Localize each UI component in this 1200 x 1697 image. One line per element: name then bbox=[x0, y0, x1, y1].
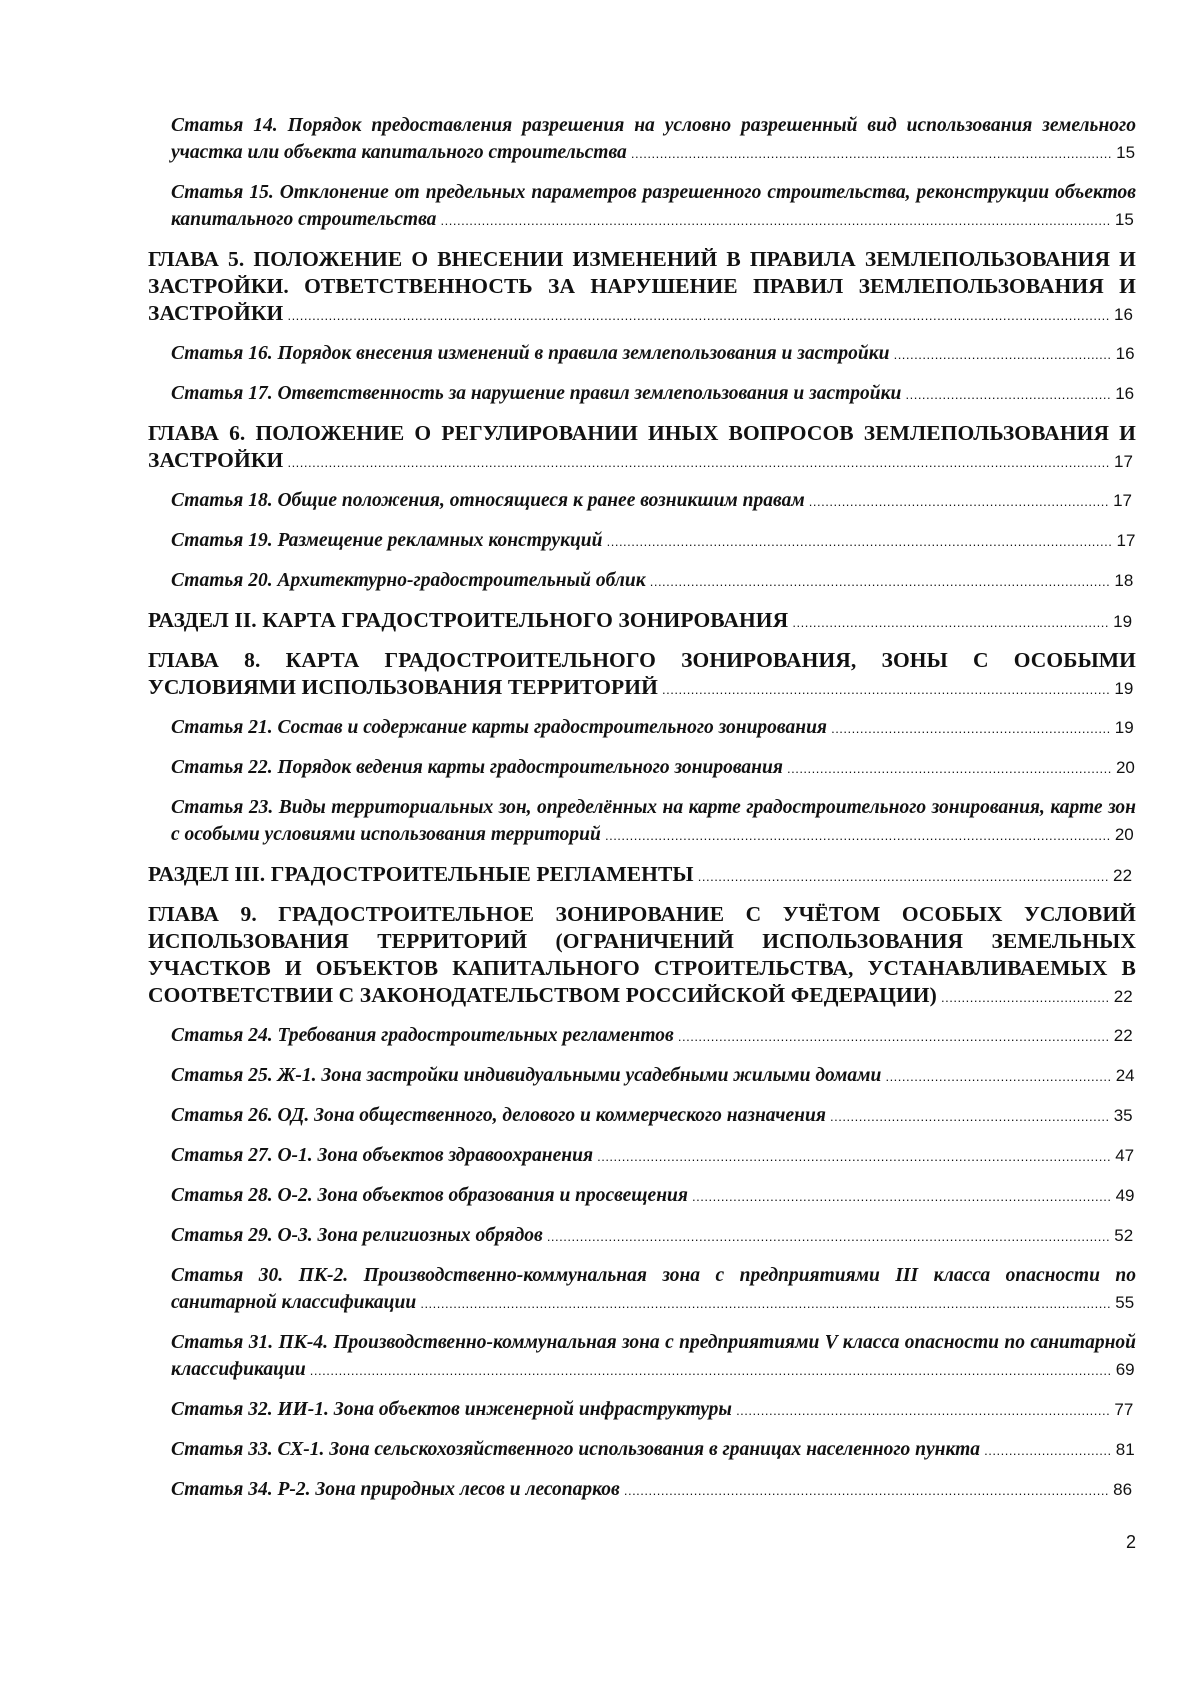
toc-leader-dots: ......................................... bbox=[936, 990, 1114, 1005]
toc-entry-title: ГЛАВА 9. ГРАДОСТРОИТЕЛЬНОЕ ЗОНИРОВАНИЕ С УЧЁТОМ ОСОБЫХ УСЛОВИЙ ИСПОЛЬЗОВАНИЯ ТЕРРИТОРИЙ (ОГРАНИЧЕНИЙ ИСПОЛЬЗОВАНИЯ ЗЕМЕЛЬНЫХ УЧАСТКОВ И ОБЪЕКТОВ КАПИТАЛЬНОГО СТРОИТЕЛЬСТВА, УСТАНАВЛИВАЕМЫХ В СООТВЕТСТВИИ С ЗАКОНОДАТЕЛЬСТВОМ РОССИЙСКОЙ ФЕДЕРАЦИИ) bbox=[148, 902, 1136, 1007]
toc-entry-title: Статья 29. О-3. Зона религиозных обрядов bbox=[171, 1225, 543, 1246]
toc-heading-entry[interactable] bbox=[148, 861, 1136, 890]
toc-entry-title: Статья 26. ОД. Зона общественного, делового и коммерческого назначения bbox=[171, 1105, 826, 1126]
toc-leader-dots: ........................................................................................................................................................................................................ bbox=[283, 308, 1114, 323]
toc-entry-title: Статья 23. Виды территориальных зон, определённых на карте градостроительного зонирования, карте зон с особыми условиями использования территорий bbox=[171, 797, 1136, 845]
toc-entry-title: Статья 34. Р-2. Зона природных лесов и лесопарков bbox=[171, 1479, 620, 1500]
toc-entry-title: РАЗДЕЛ III. ГРАДОСТРОИТЕЛЬНЫЕ РЕГЛАМЕНТЫ bbox=[148, 862, 694, 886]
toc-entry-page: 17 bbox=[1113, 491, 1132, 510]
toc-leader-dots: ......................................................................................................... bbox=[673, 1029, 1114, 1044]
toc-entry-page: 16 bbox=[1115, 384, 1135, 403]
toc-leader-dots: ............................................................................. bbox=[788, 615, 1114, 630]
toc-leader-dots: .................................................................... bbox=[826, 721, 1115, 736]
toc-entry-page: 77 bbox=[1114, 1400, 1134, 1419]
toc-article-entry[interactable] bbox=[148, 1436, 1136, 1464]
toc-article-entry[interactable] bbox=[148, 1142, 1136, 1170]
toc-entry-page: 52 bbox=[1114, 1226, 1134, 1245]
toc-entry-page: 86 bbox=[1113, 1480, 1133, 1499]
toc-leader-dots: ...................................................................................................... bbox=[687, 1189, 1116, 1204]
toc-entry-page: 16 bbox=[1115, 344, 1135, 363]
toc-leader-dots: ............................................................................................................. bbox=[657, 682, 1115, 697]
toc-entry-title: Статья 16. Порядок внесения изменений в правила землепользования и застройки bbox=[171, 343, 890, 364]
toc-entry-page: 55 bbox=[1115, 1293, 1135, 1312]
toc-leader-dots: ...................................................................................................................... bbox=[619, 1483, 1114, 1498]
toc-leader-dots: .................................................. bbox=[901, 387, 1116, 402]
toc-entry-page: 22 bbox=[1113, 866, 1133, 885]
toc-article-entry[interactable] bbox=[148, 567, 1136, 595]
toc-entry-title: Статья 18. Общие положения, относящиеся к ранее возникшим правам bbox=[171, 490, 805, 511]
toc-entry-page: 20 bbox=[1114, 825, 1134, 844]
toc-entry-page: 49 bbox=[1115, 1186, 1135, 1205]
toc-entry-page: 17 bbox=[1113, 452, 1134, 471]
toc-entry-title: Статья 21. Состав и содержание карты градостроительного зонирования bbox=[171, 717, 827, 738]
toc-entry-title: Статья 22. Порядок ведения карты градостроительного зонирования bbox=[171, 757, 783, 778]
toc-article-entry[interactable] bbox=[148, 380, 1136, 408]
toc-leader-dots: ............................... bbox=[980, 1443, 1116, 1458]
toc-entry-title: Статья 17. Ответственность за нарушение правил землепользования и застройки bbox=[171, 383, 902, 404]
toc-entry-title: Статья 31. ПК-4. Производственно-коммунальная зона с предприятиями V класса опасности по санитарной классификации bbox=[171, 1332, 1136, 1380]
toc-entry-title: ГЛАВА 6. ПОЛОЖЕНИЕ О РЕГУЛИРОВАНИИ ИНЫХ ВОПРОСОВ ЗЕМЛЕПОЛЬЗОВАНИЯ И ЗАСТРОЙКИ bbox=[148, 421, 1136, 472]
toc-entry-page: 19 bbox=[1114, 679, 1134, 698]
toc-entry-page: 15 bbox=[1116, 143, 1136, 162]
page-number: 2 bbox=[1125, 1532, 1136, 1552]
toc-entry-title: Статья 33. СХ-1. Зона сельскохозяйственного использования в границах населенного пункта bbox=[171, 1439, 981, 1460]
toc-heading-entry[interactable] bbox=[148, 246, 1136, 329]
toc-entry-title: Статья 15. Отклонение от предельных параметров разрешенного строительства, реконструкции объектов капитального строительства bbox=[171, 182, 1136, 230]
toc-entry-page: 18 bbox=[1114, 571, 1134, 590]
toc-heading-entry[interactable] bbox=[148, 901, 1136, 1011]
toc-entry-page: 19 bbox=[1113, 612, 1133, 631]
toc-article-entry[interactable] bbox=[148, 794, 1136, 849]
toc-leader-dots: ............................................................................... bbox=[782, 761, 1116, 776]
toc-leader-dots: .................................................................... bbox=[825, 1109, 1114, 1124]
toc-entry-title: ГЛАВА 8. КАРТА ГРАДОСТРОИТЕЛЬНОГО ЗОНИРОВАНИЯ, ЗОНЫ С ОСОБЫМИ УСЛОВИЯМИ ИСПОЛЬЗОВАНИЯ ТЕРРИТОРИЙ bbox=[148, 648, 1136, 699]
toc-entry-page: 47 bbox=[1115, 1146, 1135, 1165]
toc-article-entry[interactable] bbox=[148, 1476, 1136, 1504]
toc-article-entry[interactable] bbox=[148, 1329, 1136, 1384]
toc-article-entry[interactable] bbox=[148, 112, 1136, 167]
toc-heading-entry[interactable] bbox=[148, 647, 1136, 703]
toc-leader-dots: ........................................................................................................................................................................................................ bbox=[283, 455, 1114, 470]
toc-entry-page: 17 bbox=[1116, 531, 1136, 550]
toc-entry-title: Статья 30. ПК-2. Производственно-коммунальная зона с предприятиями III класса опасности по санитарной классификации bbox=[171, 1265, 1136, 1313]
toc-article-entry[interactable] bbox=[148, 1182, 1136, 1210]
toc-leader-dots: ....................................................... bbox=[881, 1069, 1116, 1084]
toc-entry-page: 22 bbox=[1113, 987, 1133, 1006]
toc-entry-title: РАЗДЕЛ II. КАРТА ГРАДОСТРОИТЕЛЬНОГО ЗОНИРОВАНИЯ bbox=[148, 608, 789, 632]
toc-entry-title: Статья 20. Архитектурно-градостроительный облик bbox=[171, 570, 646, 591]
toc-article-entry[interactable] bbox=[148, 179, 1136, 234]
toc-leader-dots: ................................................................................................................................................................... bbox=[436, 213, 1115, 228]
toc-entry-page: 22 bbox=[1113, 1026, 1133, 1045]
toc-article-entry[interactable] bbox=[148, 487, 1136, 515]
toc-entry-title: Статья 25. Ж-1. Зона застройки индивидуальными усадебными жилыми домами bbox=[171, 1065, 882, 1086]
toc-entry-page: 16 bbox=[1113, 305, 1134, 324]
toc-leader-dots: ..................................................... bbox=[889, 347, 1116, 362]
toc-entry-title: Статья 32. ИИ-1. Зона объектов инженерной инфраструктуры bbox=[171, 1399, 732, 1420]
toc-leader-dots: ............................................................................................................................. bbox=[592, 1149, 1116, 1164]
toc-leader-dots: ........................................................................................................................... bbox=[600, 828, 1115, 843]
toc-leader-dots: ................................................................................................................ bbox=[645, 574, 1115, 589]
toc-entry-page: 35 bbox=[1113, 1106, 1133, 1125]
toc-article-entry[interactable] bbox=[148, 1022, 1136, 1050]
toc-leader-dots: ........................................................................................................................................................................ bbox=[416, 1296, 1116, 1311]
toc-article-entry[interactable] bbox=[148, 1062, 1136, 1090]
toc-entry-title: Статья 27. О-1. Зона объектов здравоохранения bbox=[171, 1145, 593, 1166]
toc-leader-dots: .................................................................................................... bbox=[693, 869, 1114, 884]
toc-leader-dots: ......................................................................................................................................... bbox=[542, 1229, 1115, 1244]
toc-leader-dots: ........................................................................................... bbox=[731, 1403, 1115, 1418]
toc-entry-page: 69 bbox=[1115, 1360, 1135, 1379]
toc-article-entry[interactable] bbox=[148, 1396, 1136, 1424]
toc-article-entry[interactable] bbox=[148, 527, 1136, 555]
toc-article-entry[interactable] bbox=[148, 1102, 1136, 1130]
toc-entry-title: Статья 24. Требования градостроительных регламентов bbox=[171, 1025, 674, 1046]
toc-entry-page: 19 bbox=[1114, 718, 1134, 737]
toc-entry-page: 24 bbox=[1115, 1066, 1135, 1085]
toc-article-entry[interactable] bbox=[148, 714, 1136, 742]
toc-heading-entry[interactable] bbox=[148, 420, 1136, 476]
toc-article-entry[interactable] bbox=[148, 1262, 1136, 1317]
toc-heading-entry[interactable] bbox=[148, 607, 1136, 636]
toc-entry-page: 20 bbox=[1115, 758, 1135, 777]
toc-leader-dots: ......................................................................... bbox=[804, 494, 1114, 509]
toc-article-entry[interactable] bbox=[148, 754, 1136, 782]
toc-leader-dots: ..................................................................................................................... bbox=[626, 146, 1117, 161]
toc-entry-title: Статья 14. Порядок предоставления разрешения на условно разрешенный вид использования земельного участка или объекта капитального строительства bbox=[171, 115, 1136, 163]
toc-entry-page: 15 bbox=[1114, 210, 1134, 229]
toc-leader-dots: ................................................................................................................................................................................................... bbox=[305, 1363, 1116, 1378]
toc-entry-title: Статья 19. Размещение рекламных конструкций bbox=[171, 530, 603, 551]
toc-leader-dots: ........................................................................................................................... bbox=[602, 534, 1117, 549]
toc-entry-title: ГЛАВА 5. ПОЛОЖЕНИЕ О ВНЕСЕНИИ ИЗМЕНЕНИЙ В ПРАВИЛА ЗЕМЛЕПОЛЬЗОВАНИЯ И ЗАСТРОЙКИ. ОТВЕТСТВЕННОСТЬ ЗА НАРУШЕНИЕ ПРАВИЛ ЗЕМЛЕПОЛЬЗОВАНИЯ И ЗАСТРОЙКИ bbox=[148, 247, 1136, 325]
toc-article-entry[interactable] bbox=[148, 340, 1136, 368]
toc-entry-page: 81 bbox=[1115, 1440, 1135, 1459]
toc-article-entry[interactable] bbox=[148, 1222, 1136, 1250]
table-of-contents bbox=[148, 112, 1136, 1516]
toc-entry-title: Статья 28. О-2. Зона объектов образования и просвещения bbox=[171, 1185, 688, 1206]
